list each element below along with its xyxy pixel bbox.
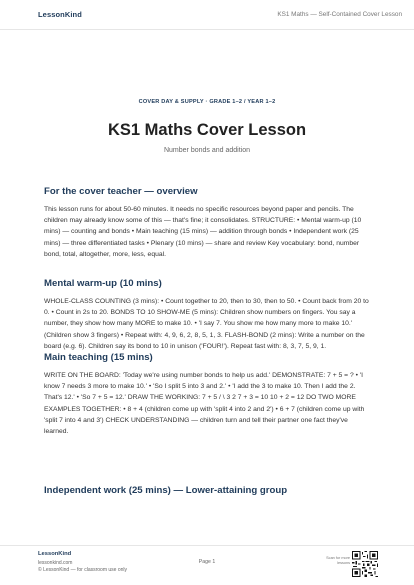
footer-copyright: © LessonKind — for classroom use only <box>38 567 128 573</box>
page-number: Page 1 <box>198 559 216 565</box>
scan-note: Scan for more lessons <box>326 556 350 565</box>
section-heading: Main teaching (15 mins) <box>44 352 153 363</box>
footer-site-link[interactable]: lessonkind.com <box>38 560 73 566</box>
section-overview <box>44 186 374 260</box>
header-meta: KS1 Maths — Self-Contained Cover Lesson <box>277 11 402 18</box>
page-title: KS1 Maths Cover Lesson <box>107 121 307 139</box>
section-warmup <box>44 278 374 352</box>
section-body: This lesson runs for about 50-60 minutes. It needs no specific resources beyond paper and pencils. The children may already know some of this — that's fine; it consolidates. STRUCTURE: • Mental warm-up (10 mins) — counting and bonds • Main teaching (15 mins) — addition through bonds • Independent work (25 mins) — three differentiated tasks • Plenary (10 mins) — share and review Key vocabulary: bond, number bond, total, altogether, more, less, equal. <box>44 206 362 258</box>
footer-brand: LessonKind <box>38 551 72 557</box>
brand-logo-text[interactable]: LessonKind <box>38 10 82 19</box>
page-subtitle: Number bonds and addition <box>163 147 250 154</box>
page-footer <box>0 545 414 585</box>
section-heading: Independent work (25 mins) — Lower-attaining group <box>44 485 288 496</box>
section-main-teaching <box>44 352 374 437</box>
section-heading: Mental warm-up (10 mins) <box>44 278 162 289</box>
page-header <box>0 0 414 30</box>
section-independent-work <box>44 485 374 497</box>
section-heading: For the cover teacher — overview <box>44 186 198 197</box>
qr-code-icon[interactable] <box>352 551 378 577</box>
doc-kicker: COVER DAY & SUPPLY · GRADE 1–2 / YEAR 1–2 <box>138 99 276 105</box>
section-body: WRITE ON THE BOARD: 'Today we're using number bonds to help us add.' DEMONSTRATE: 7 + 5 = ? • 'I know 7 needs 3 more to make 10.' • 'So I split 5 into 3 and 2.' • 'I add the 3 to make 10. Then I add the 2. That's 12.' • 'So 7 + 5 = 12.' DRAW THE WORKING: 7 + 5 / \ 3 2 7 + 3 = 10 10 + 2 = 12 DO TWO MORE EXAMPLES TOGETHER: • 8 + 4 (children come up with 'split 4 into 2 and 2') • 6 + 7 (children come up with 'split 7 into 4 and 3') CHECK UNDERSTANDING — children turn and tell their partner one fact they've learned. <box>44 372 365 436</box>
section-body: WHOLE-CLASS COUNTING (3 mins): • Count together to 20, then to 30, then to 50. • Count back from 20 to 0. • Count in 2s to 20. BONDS TO 10 SHOW-ME (5 mins): Children show numbers on fingers. You say a number, they show how many MORE to make 10. • 'I say 7. You show me how many more to make 10.' (Children show 3 fingers) • Repeat with: 4, 9, 6, 2, 8, 5, 1, 3. FLASH-BOND (2 mins): Write a number on the board (e.g. 6). Children say its bond to 10 in unison ('FOUR!'). Repeat fast with: 8, 3, 7, 5, 9, 1. <box>44 298 369 350</box>
